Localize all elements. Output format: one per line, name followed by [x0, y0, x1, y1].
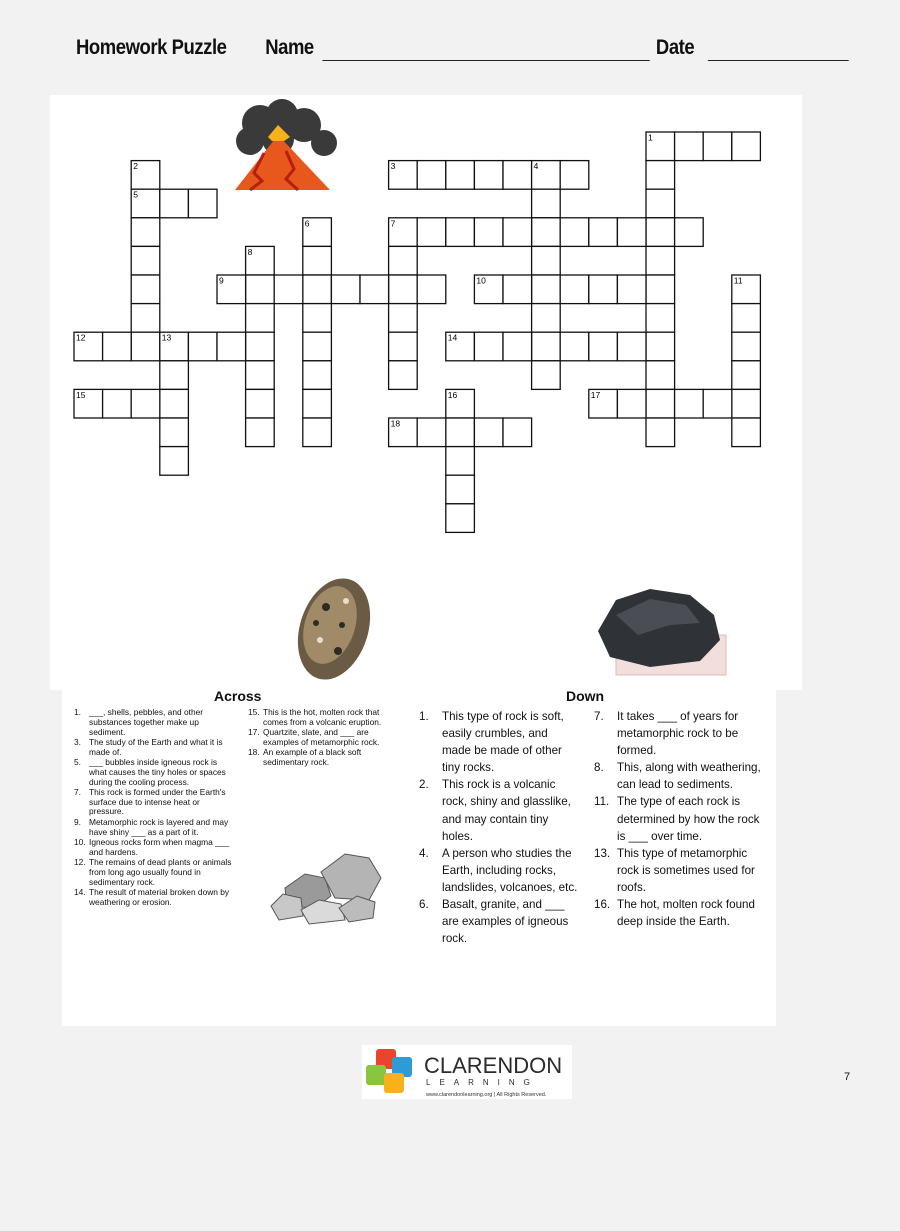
- cell-number: 13: [161, 332, 172, 343]
- crossword-cell[interactable]: [389, 332, 418, 361]
- crossword-cell[interactable]: [160, 447, 189, 476]
- crossword-cell[interactable]: [675, 132, 704, 161]
- across-clue-14: 14. The result of material broken down by weathering or erosion.: [74, 886, 230, 907]
- crossword-cell[interactable]: [417, 218, 446, 247]
- crossword-cell[interactable]: [617, 218, 646, 247]
- date-label: Date: [655, 36, 695, 59]
- down-clue-7: 7. It takes ___ of years for metamorphic rock to be formed.: [594, 710, 739, 758]
- crossword-cell[interactable]: [160, 361, 189, 390]
- logo-name: CLARENDON: [424, 1053, 563, 1078]
- crossword-cell[interactable]: [246, 389, 275, 418]
- crossword-cell[interactable]: [303, 389, 332, 418]
- crossword-cell[interactable]: [389, 275, 418, 304]
- crossword-cell[interactable]: [503, 218, 532, 247]
- crossword-cell[interactable]: [131, 304, 160, 333]
- cell-number: 1: [648, 132, 653, 143]
- crossword-cell[interactable]: [675, 218, 704, 247]
- cell-number: 18: [390, 418, 401, 429]
- crossword-cell[interactable]: [188, 189, 217, 218]
- cell-number: 3: [390, 161, 396, 172]
- crossword-cell[interactable]: [532, 246, 561, 275]
- across-clue-17: 17. Quartzite, slate, and ___ are examples of metamorphic rock.: [248, 727, 380, 747]
- cell-number: 4: [533, 161, 539, 172]
- across-clue-12: 12. The remains of dead plants or animals from long ago usually found in sedimentary rock.: [74, 856, 232, 887]
- crossword-cell[interactable]: [646, 161, 675, 190]
- down-clue-4: 4. A person who studies the Earth, including rocks, landslides, volcanoes, etc.: [419, 846, 578, 894]
- crossword-cell[interactable]: [360, 275, 389, 304]
- crossword-cell[interactable]: [303, 418, 332, 447]
- crossword-cell[interactable]: [246, 361, 275, 390]
- crossword-cell[interactable]: [160, 189, 189, 218]
- crossword-cell[interactable]: [732, 361, 761, 390]
- crossword-cell[interactable]: [389, 246, 418, 275]
- crossword-grid[interactable]: [50, 95, 802, 690]
- crossword-cell[interactable]: [560, 332, 589, 361]
- basalt-rock-image: [598, 589, 726, 675]
- across-clue-3: 3. The study of the Earth and what it is made of.: [74, 736, 223, 757]
- down-clue-11: 11. The type of each rock is determined by how the rock is ___ over time.: [594, 795, 760, 843]
- cell-number: 9: [219, 275, 224, 286]
- crossword-cell[interactable]: [646, 332, 675, 361]
- crossword-cell[interactable]: [246, 304, 275, 333]
- crossword-cell[interactable]: [503, 418, 532, 447]
- crossword-cell[interactable]: [589, 218, 618, 247]
- crossword-cell[interactable]: [646, 218, 675, 247]
- across-list-col1: [74, 708, 234, 908]
- crossword-cell[interactable]: [532, 332, 561, 361]
- crossword-cell[interactable]: [131, 218, 160, 247]
- crossword-cell[interactable]: [217, 332, 246, 361]
- cell-number: 17: [590, 389, 601, 400]
- crossword-cell[interactable]: [646, 304, 675, 333]
- crossword-cell[interactable]: [389, 304, 418, 333]
- down-clue-6: 6. Basalt, granite, and ___ are examples of igneous rock.: [419, 898, 569, 946]
- crossword-cell[interactable]: [303, 332, 332, 361]
- crossword-cell[interactable]: [160, 418, 189, 447]
- down-heading: Down: [566, 688, 605, 704]
- crossword-cell[interactable]: [617, 275, 646, 304]
- crossword-cell[interactable]: [532, 218, 561, 247]
- across-clue-7: 7. This rock is formed under the Earth's surface due to intense heat or pressure.: [74, 786, 226, 817]
- cell-number: 11: [733, 275, 743, 286]
- crossword-cell[interactable]: [617, 332, 646, 361]
- crossword-cell[interactable]: [303, 361, 332, 390]
- crossword-cell[interactable]: [646, 418, 675, 447]
- crossword-cell[interactable]: [417, 418, 446, 447]
- volcano-illustration: [235, 99, 337, 190]
- crossword-cell[interactable]: [303, 246, 332, 275]
- crossword-cell[interactable]: [675, 389, 704, 418]
- cell-number: 5: [133, 189, 138, 200]
- crossword-cell[interactable]: [474, 161, 503, 190]
- crossword-cell[interactable]: [732, 418, 761, 447]
- crossword-cell[interactable]: [446, 475, 475, 504]
- crossword-cell[interactable]: [474, 218, 503, 247]
- crossword-cell[interactable]: [303, 304, 332, 333]
- crossword-panel: [50, 95, 802, 690]
- crossword-cell[interactable]: [446, 218, 475, 247]
- logo-sub: LEARNING: [426, 1078, 539, 1087]
- rock-pile-illustration: [265, 848, 390, 928]
- crossword-cell[interactable]: [646, 246, 675, 275]
- crossword-cell[interactable]: [560, 161, 589, 190]
- crossword-cell[interactable]: [503, 332, 532, 361]
- crossword-cell[interactable]: [246, 418, 275, 447]
- across-clue-9: 9. Metamorphic rock is layered and may have shiny ___ as a part of it.: [74, 816, 229, 837]
- crossword-cell[interactable]: [131, 275, 160, 304]
- page-number: 7: [844, 1071, 851, 1083]
- down-list-col1: [419, 708, 579, 947]
- cell-number: 8: [247, 246, 253, 257]
- crossword-cell[interactable]: [446, 418, 475, 447]
- puzzle-logo-icon: [362, 1045, 572, 1099]
- crossword-cell[interactable]: [331, 275, 360, 304]
- granite-rock-image: [286, 569, 383, 689]
- down-clue-2: 2. This rock is a volcanic rock, shiny and glasslike, and may contain tiny holes.: [419, 778, 571, 843]
- crossword-cell[interactable]: [446, 504, 475, 533]
- clues-panel: [62, 688, 776, 1026]
- down-clue-16: 16. The hot, molten rock found deep inside the Earth.: [594, 898, 755, 929]
- down-clue-13: 13. This type of metamorphic rock is sometimes used for roofs.: [594, 846, 755, 894]
- name-line[interactable]: [322, 60, 649, 61]
- crossword-cell[interactable]: [617, 389, 646, 418]
- crossword-cell[interactable]: [417, 161, 446, 190]
- crossword-cell[interactable]: [131, 246, 160, 275]
- crossword-cell[interactable]: [646, 189, 675, 218]
- crossword-cell[interactable]: [274, 275, 303, 304]
- worksheet-title: Homework Puzzle: [76, 36, 227, 59]
- crossword-cell[interactable]: [246, 332, 275, 361]
- clarendon-logo: [362, 1045, 572, 1099]
- cell-number: 14: [447, 332, 458, 343]
- cell-number: 15: [76, 389, 86, 400]
- crossword-cell[interactable]: [732, 132, 761, 161]
- crossword-cell[interactable]: [303, 275, 332, 304]
- name-label: Name: [265, 36, 314, 59]
- crossword-cell[interactable]: [532, 361, 561, 390]
- crossword-cell[interactable]: [589, 275, 618, 304]
- across-list-col2: [248, 708, 404, 768]
- date-line[interactable]: [708, 60, 849, 61]
- crossword-cell[interactable]: [131, 332, 160, 361]
- crossword-cell[interactable]: [160, 389, 189, 418]
- down-clue-1: 1. This type of rock is soft, easily crumbles, and made be made of other tiny rocks.: [419, 710, 564, 775]
- across-heading: Across: [214, 688, 262, 704]
- cell-number: 2: [133, 161, 138, 172]
- crossword-cell[interactable]: [732, 389, 761, 418]
- cell-number: 6: [304, 218, 310, 229]
- crossword-cell[interactable]: [560, 218, 589, 247]
- crossword-cell[interactable]: [532, 275, 561, 304]
- crossword-cell[interactable]: [503, 275, 532, 304]
- crossword-cell[interactable]: [131, 389, 160, 418]
- crossword-cell[interactable]: [589, 332, 618, 361]
- cell-number: 10: [476, 275, 486, 286]
- crossword-cell[interactable]: [246, 275, 275, 304]
- worksheet-header: [76, 36, 754, 66]
- crossword-cell[interactable]: [446, 161, 475, 190]
- crossword-cell[interactable]: [188, 332, 217, 361]
- crossword-cell[interactable]: [103, 332, 132, 361]
- crossword-cell[interactable]: [703, 132, 732, 161]
- crossword-cell[interactable]: [103, 389, 132, 418]
- crossword-cell[interactable]: [560, 275, 589, 304]
- down-list-col2: [594, 708, 762, 930]
- crossword-cell[interactable]: [417, 275, 446, 304]
- crossword-cell[interactable]: [474, 418, 503, 447]
- crossword-cell[interactable]: [646, 275, 675, 304]
- across-clue-10: 10. Igneous rocks form when magma ___ and hardens.: [74, 836, 230, 857]
- crossword-cell[interactable]: [389, 361, 418, 390]
- across-clue-1: 1. ___, shells, pebbles, and other substances together make up sediment.: [74, 707, 204, 737]
- crossword-cell[interactable]: [503, 161, 532, 190]
- cell-number: 16: [447, 389, 458, 400]
- across-clue-18: 18. An example of a black soft sedimentary rock.: [248, 747, 362, 767]
- crossword-cell[interactable]: [703, 389, 732, 418]
- crossword-cell[interactable]: [646, 389, 675, 418]
- down-clue-8: 8. This, along with weathering, can lead to sediments.: [594, 761, 761, 792]
- crossword-cell[interactable]: [446, 447, 475, 476]
- across-clue-15: 15. This is the hot, molten rock that comes from a volcanic eruption.: [248, 707, 382, 727]
- crossword-cell[interactable]: [474, 332, 503, 361]
- across-clue-5: 5. ___ bubbles inside igneous rock is what causes the tiny holes or spaces during the cooling process.: [74, 756, 226, 787]
- logo-url: www.clarendonlearning.org | All Rights Reserved.: [426, 1092, 547, 1098]
- crossword-cell[interactable]: [532, 189, 561, 218]
- crossword-cell[interactable]: [532, 304, 561, 333]
- cell-number: 12: [76, 332, 86, 343]
- crossword-cell[interactable]: [732, 304, 761, 333]
- crossword-cell[interactable]: [646, 361, 675, 390]
- crossword-cell[interactable]: [732, 332, 761, 361]
- cell-number: 7: [390, 218, 396, 229]
- crossword-cells[interactable]: [74, 132, 760, 532]
